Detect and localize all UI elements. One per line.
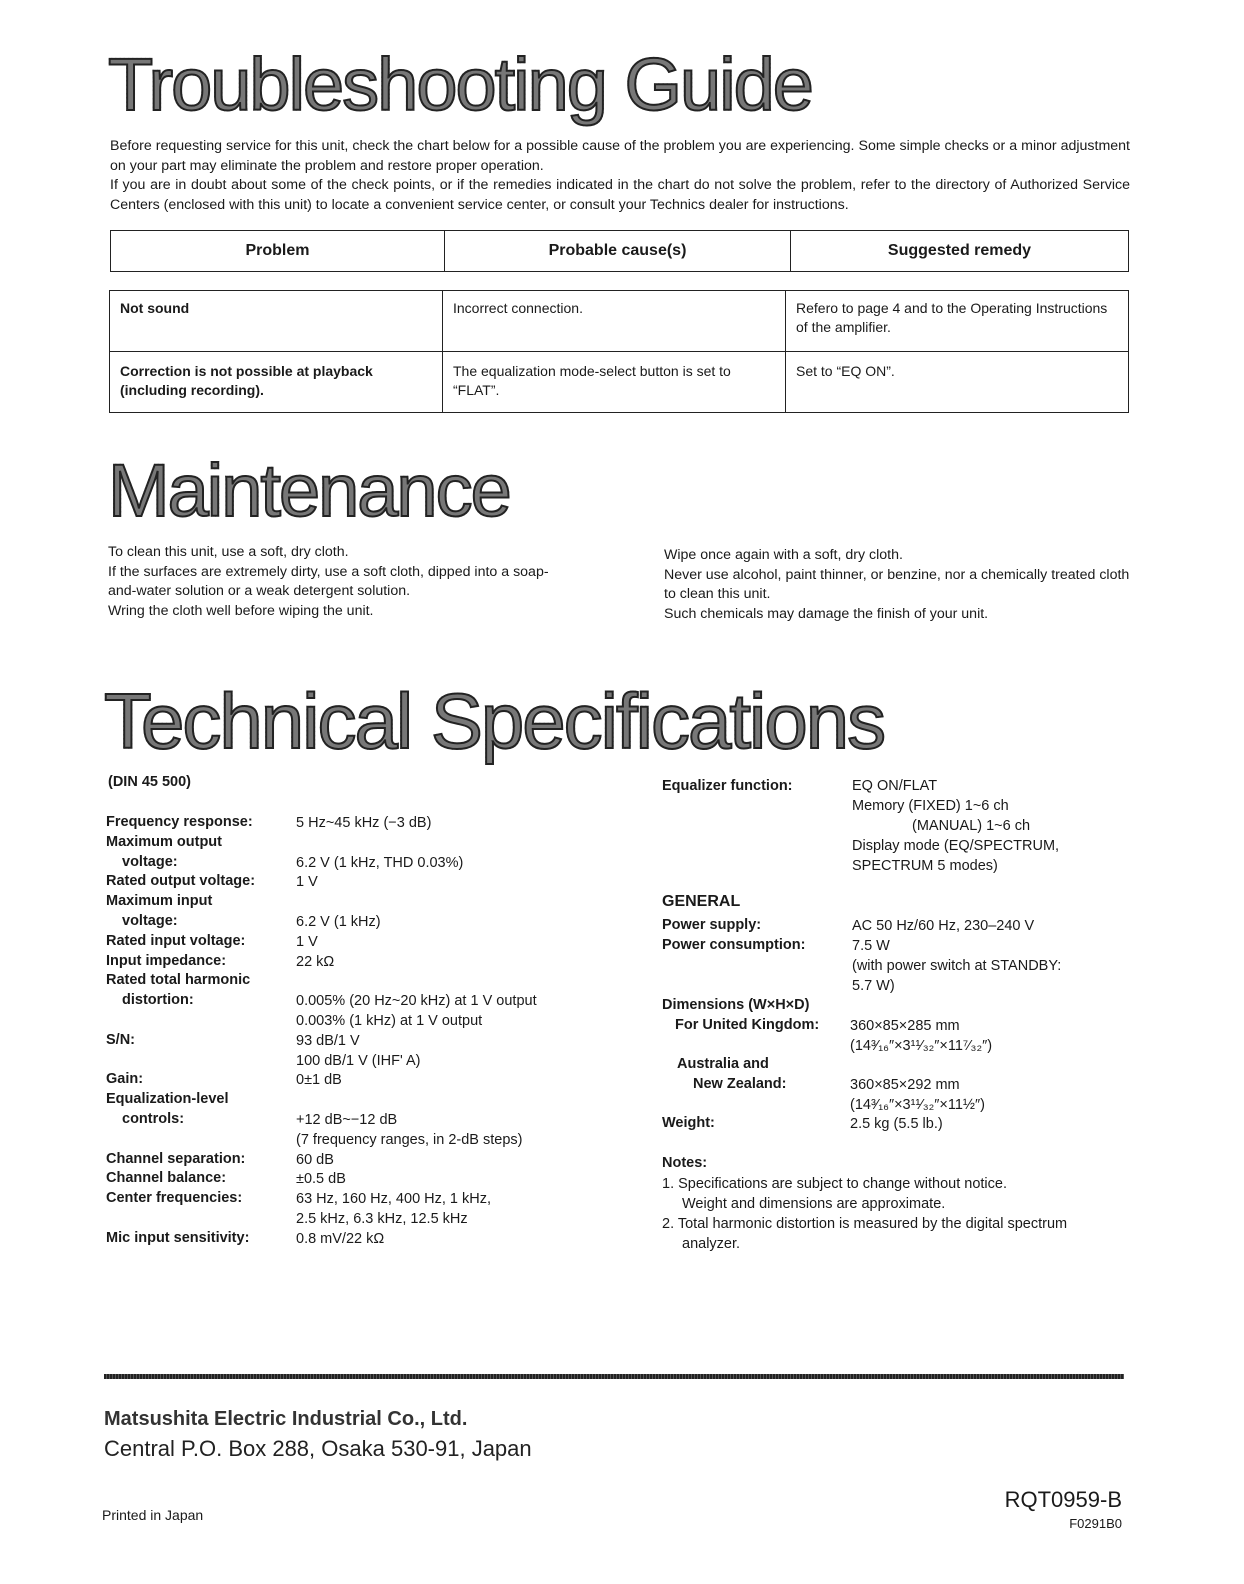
spec-value: (7 frequency ranges, in 2-dB steps) (296, 1131, 523, 1148)
troubleshooting-table (109, 290, 1129, 413)
uk-inches: (14³⁄₁₆″×3¹¹⁄₃₂″×11⁷⁄₃₂″) (850, 1038, 993, 1054)
spec-label: distortion: (122, 992, 194, 1009)
uk-label: For United Kingdom: (675, 1017, 820, 1033)
equalizer-line: Memory (FIXED) 1~6 ch (852, 798, 1009, 814)
troubleshooting-intro (110, 137, 1130, 215)
spec-label: Channel separation: (106, 1150, 246, 1167)
spec-value: 0.003% (1 kHz) at 1 V output (296, 1013, 483, 1029)
equalizer-line: (MANUAL) 1~6 ch (912, 818, 1031, 834)
spec-value: 0.8 mV/22 kΩ (296, 1230, 385, 1247)
troubleshooting-title: Troubleshooting Guide (108, 43, 812, 126)
specs-title: Technical Specifications (104, 677, 885, 765)
maintenance-line: Never use alcohol, paint thinner, or benzine, nor a chemically treated cloth to clean this unit. (664, 566, 1130, 602)
spec-value: 6.2 V (1 kHz) (296, 914, 381, 930)
uk-value: 360×85×285 mm (850, 1018, 960, 1034)
maintenance-line: Wring the cloth well before wiping the unit. (108, 602, 374, 619)
spec-value: 22 kΩ (296, 953, 335, 970)
power-supply-label: Power supply: (662, 917, 762, 933)
maintenance-line: If the surfaces are extremely dirty, use a soft cloth, dipped into a soap-and-water solution or a weak detergent solution. (108, 563, 549, 599)
maintenance-line: Such chemicals may damage the finish of your unit. (664, 605, 989, 622)
note-2-continued: analyzer. (682, 1236, 741, 1252)
spec-value: +12 dB~−12 dB (296, 1112, 398, 1128)
intro-paragraph-1: Before requesting service for this unit, check the chart below for a possible cause of the problem you are experiencing. Some simple checks or a minor adjustment on your part may eliminate the problem and restore proper operation. (110, 138, 1130, 174)
au-label: Australia and (677, 1056, 769, 1072)
spec-value: 1 V (296, 874, 318, 891)
nz-label: New Zealand: (693, 1076, 787, 1092)
problem-cell: Correction is not possible at playback (including recording). (110, 352, 443, 413)
document-subcode: F0291B0 (1069, 1516, 1122, 1531)
spec-label: Channel balance: (106, 1170, 227, 1187)
table-row (110, 291, 1129, 352)
cause-cell: The equalization mode-select button is set to “FLAT”. (443, 352, 786, 413)
au-value: 360×85×292 mm (850, 1077, 960, 1093)
company-address: Central P.O. Box 288, Osaka 530-91, Japan (104, 1436, 532, 1461)
power-consumption-note: 5.7 W) (852, 978, 895, 994)
maintenance-right (664, 546, 1132, 624)
spec-label: voltage: (122, 853, 178, 870)
spec-label: Mic input sensitivity: (106, 1229, 250, 1246)
power-supply-value: AC 50 Hz/60 Hz, 230–240 V (852, 918, 1035, 934)
spec-label: Center frequencies: (106, 1190, 243, 1207)
company-name: Matsushita Electric Industrial Co., Ltd. (104, 1408, 468, 1430)
spec-value: 5 Hz~45 kHz (−3 dB) (296, 815, 432, 831)
header-cause: Probable cause(s) (445, 231, 791, 272)
spec-value: 6.2 V (1 kHz, THD 0.03%) (296, 854, 464, 871)
dimensions-label: Dimensions (W×H×D) (662, 997, 810, 1013)
spec-label: Maximum input (106, 893, 213, 910)
spec-value: 0.005% (20 Hz~20 kHz) at 1 V output (296, 993, 537, 1010)
note-1-continued: Weight and dimensions are approximate. (682, 1196, 946, 1212)
equalizer-line: EQ ON/FLAT (852, 778, 938, 794)
spec-value: 93 dB/1 V (296, 1032, 360, 1049)
spec-value: 100 dB/1 V (IHF' A) (296, 1052, 421, 1069)
table-row (110, 352, 1129, 413)
notes-title: Notes: (662, 1155, 708, 1171)
remedy-cell: Refero to page 4 and to the Operating Instructions of the amplifier. (786, 291, 1129, 352)
power-consumption-value: 7.5 W (852, 938, 890, 954)
power-consumption-note: (with power switch at STANDBY: (852, 958, 1062, 974)
weight-value: 2.5 kg (5.5 lb.) (850, 1116, 943, 1132)
equalizer-label: Equalizer function: (662, 778, 793, 794)
remedy-cell: Set to “EQ ON”. (786, 352, 1129, 413)
spec-value: 63 Hz, 160 Hz, 400 Hz, 1 kHz, (296, 1191, 492, 1208)
spec-label: Rated input voltage: (106, 932, 246, 949)
spec-label: Gain: (106, 1071, 144, 1088)
spec-value: 0±1 dB (296, 1072, 342, 1089)
spec-value: 2.5 kHz, 6.3 kHz, 12.5 kHz (296, 1211, 468, 1227)
spec-value: ±0.5 dB (296, 1171, 346, 1188)
spec-label: Maximum output (106, 833, 222, 850)
maintenance-left (108, 543, 573, 621)
problem-cell: Not sound (110, 291, 443, 352)
general-title: GENERAL (662, 893, 741, 910)
spec-label: Rated total harmonic (106, 972, 251, 989)
spec-value: 1 V (296, 933, 318, 950)
troubleshooting-header-table (110, 230, 1129, 272)
note-1: 1. Specifications are subject to change without notice. (662, 1176, 1007, 1192)
footer-divider (104, 1374, 1124, 1379)
equalizer-line: Display mode (EQ/SPECTRUM, (852, 838, 1060, 854)
cause-cell: Incorrect connection. (443, 291, 786, 352)
au-inches: (14³⁄₁₆″×3¹¹⁄₃₂″×11½″) (850, 1097, 985, 1113)
document-code: RQT0959-B (1004, 1487, 1122, 1512)
spec-label: Frequency response: (106, 814, 253, 830)
maintenance-line: To clean this unit, use a soft, dry cloth. (108, 544, 349, 560)
spec-label: Equalization-level (106, 1091, 229, 1108)
maintenance-title: Maintenance (108, 449, 510, 532)
weight-label: Weight: (662, 1115, 715, 1131)
note-2: 2. Total harmonic distortion is measured by the digital spectrum (662, 1216, 1068, 1232)
spec-label: voltage: (122, 913, 178, 929)
maintenance-line: Wipe once again with a soft, dry cloth. (664, 547, 903, 563)
header-problem: Problem (111, 231, 445, 272)
power-consumption-label: Power consumption: (662, 937, 806, 953)
spec-label: Rated output voltage: (106, 873, 256, 890)
spec-label: Input impedance: (106, 952, 227, 969)
spec-label: S/N: (106, 1031, 135, 1048)
printed-in: Printed in Japan (102, 1507, 204, 1523)
equalizer-line: SPECTRUM 5 modes) (852, 858, 998, 874)
spec-label: controls: (122, 1111, 185, 1127)
spec-value: 60 dB (296, 1151, 334, 1168)
intro-paragraph-2: If you are in doubt about some of the check points, or if the remedies indicated in the chart do not solve the problem, refer to the directory of Authorized Service Centers (enclosed with this unit) to locate a convenient service center, or consult your Technics dealer for instructions. (110, 177, 1130, 213)
din-standard: (DIN 45 500) (108, 774, 192, 790)
header-remedy: Suggested remedy (791, 231, 1129, 272)
